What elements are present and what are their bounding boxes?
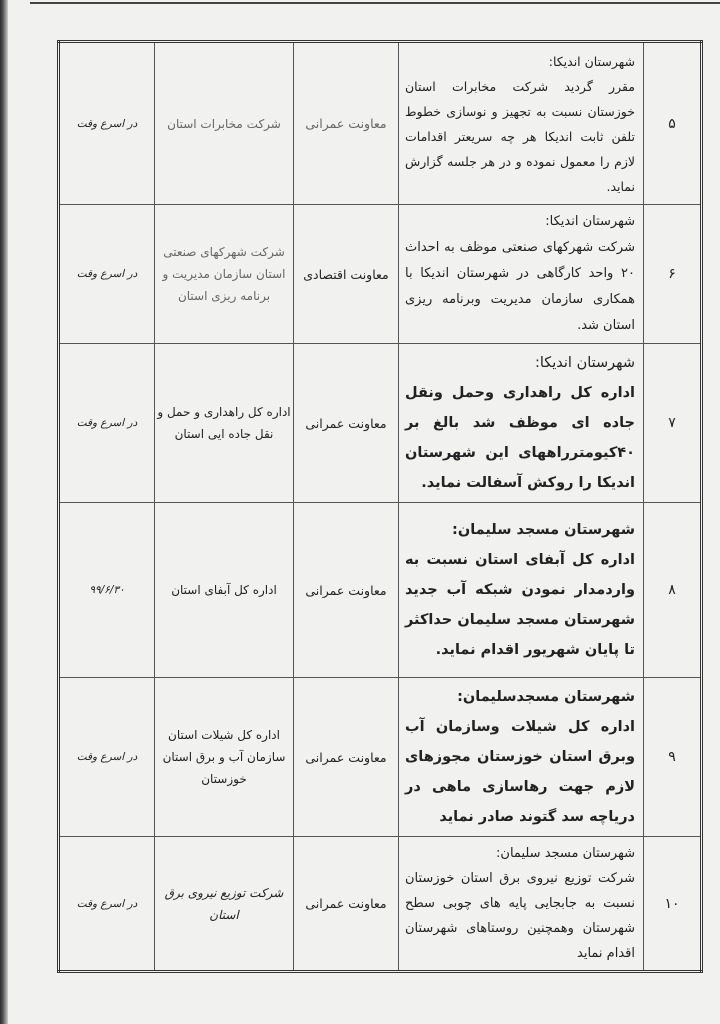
city-heading: شهرستان اندیکا: bbox=[534, 355, 635, 371]
deadline: در اسرع وقت bbox=[59, 42, 155, 205]
description-text: اداره کل راهداری وحمل ونقل جاده ای موظف شد بالغ بر ۴۰کیومترراههای این شهرستان اندیکا را روکش آسفالت نماید. bbox=[405, 385, 635, 491]
city-heading: شهرستان مسجد سلیمان: bbox=[496, 846, 635, 861]
deadline: در اسرع وقت bbox=[59, 837, 155, 972]
executing-organization: شرکت توزیع نیروی برق استان bbox=[155, 837, 294, 972]
table-row bbox=[59, 344, 702, 503]
city-heading: شهرستان مسجد سلیمان: bbox=[452, 522, 635, 538]
description-text: اداره کل آبفای استان نسبت به واردمدار نمودن شبکه آب جدید شهرستان مسجد سلیمان حداکثر تا پایان شهریور اقدام نماید. bbox=[405, 552, 635, 658]
description-text: شرکت توزیع نیروی برق استان خوزستان نسبت به جابجایی پایه های چوبی سطح شهرستان وهمچنین روستاهای شهرستان اقدام نماید bbox=[405, 871, 635, 961]
city-heading: شهرستان اندیکا: bbox=[545, 214, 635, 229]
row-number: ۸ bbox=[644, 503, 702, 678]
table-row bbox=[59, 205, 702, 344]
table-row bbox=[59, 503, 702, 678]
table-row bbox=[59, 837, 702, 972]
row-number: ۷ bbox=[644, 344, 702, 503]
responsible-department: معاونت عمرانی bbox=[294, 503, 399, 678]
row-description bbox=[399, 837, 644, 972]
city-heading: شهرستان اندیکا: bbox=[548, 53, 635, 69]
description-text: مقرر گردید شرکت مخابرات استان خوزستان نسبت به تجهیز و نوسازی خطوط تلفن ثابت اندیکا هر چه سریعتر اقدامات لازم را معمول نموده و در هر جلسه گزارش نماید. bbox=[405, 78, 635, 194]
row-description bbox=[399, 503, 644, 678]
row-number: ۵ bbox=[644, 42, 702, 205]
responsible-department: معاونت عمرانی bbox=[294, 42, 399, 205]
deadline: ۹۹/۶/۳۰ bbox=[59, 503, 155, 678]
city-heading: شهرستان مسجدسلیمان: bbox=[457, 689, 635, 705]
deadline: در اسرع وقت bbox=[59, 344, 155, 503]
executing-organization: اداره کل شیلات استان سازمان آب و برق استان خوزستان bbox=[155, 678, 294, 837]
table-row bbox=[59, 42, 702, 205]
responsible-department: معاونت اقتصادی bbox=[294, 205, 399, 344]
scan-shadow-edge bbox=[0, 0, 8, 1024]
page-top-border bbox=[30, 2, 720, 4]
responsible-department: معاونت عمرانی bbox=[294, 678, 399, 837]
executing-organization: اداره کل راهداری و حمل و نقل جاده ایی استان bbox=[155, 344, 294, 503]
row-number: ۹ bbox=[644, 678, 702, 837]
deadline: در اسرع وقت bbox=[59, 678, 155, 837]
table-row bbox=[59, 678, 702, 837]
deadline: در اسرع وقت bbox=[59, 205, 155, 344]
resolutions-table bbox=[57, 40, 703, 973]
responsible-department: معاونت عمرانی bbox=[294, 344, 399, 503]
row-number: ۶ bbox=[644, 205, 702, 344]
responsible-department: معاونت عمرانی bbox=[294, 837, 399, 972]
description-text: شرکت شهرکهای صنعتی موظف به احداث ۲۰ واحد کارگاهی در شهرستان اندیکا با همکاری سازمان مدیریت وبرنامه ریزی استان شد. bbox=[405, 240, 635, 333]
row-description bbox=[399, 205, 644, 344]
executing-organization: شرکت شهرکهای صنعتی استان سازمان مدیریت و برنامه ریزی استان bbox=[155, 205, 294, 344]
row-number: ۱۰ bbox=[644, 837, 702, 972]
executing-organization: اداره کل آبفای استان bbox=[155, 503, 294, 678]
description-text: اداره کل شیلات وسازمان آب وبرق استان خوزستان مجوزهای لازم جهت رهاسازی ماهی در دریاچه سد گتوند صادر نماید bbox=[405, 719, 635, 825]
row-description bbox=[399, 678, 644, 837]
row-description bbox=[399, 344, 644, 503]
row-description bbox=[399, 42, 644, 205]
executing-organization: شرکت مخابرات استان bbox=[155, 42, 294, 205]
